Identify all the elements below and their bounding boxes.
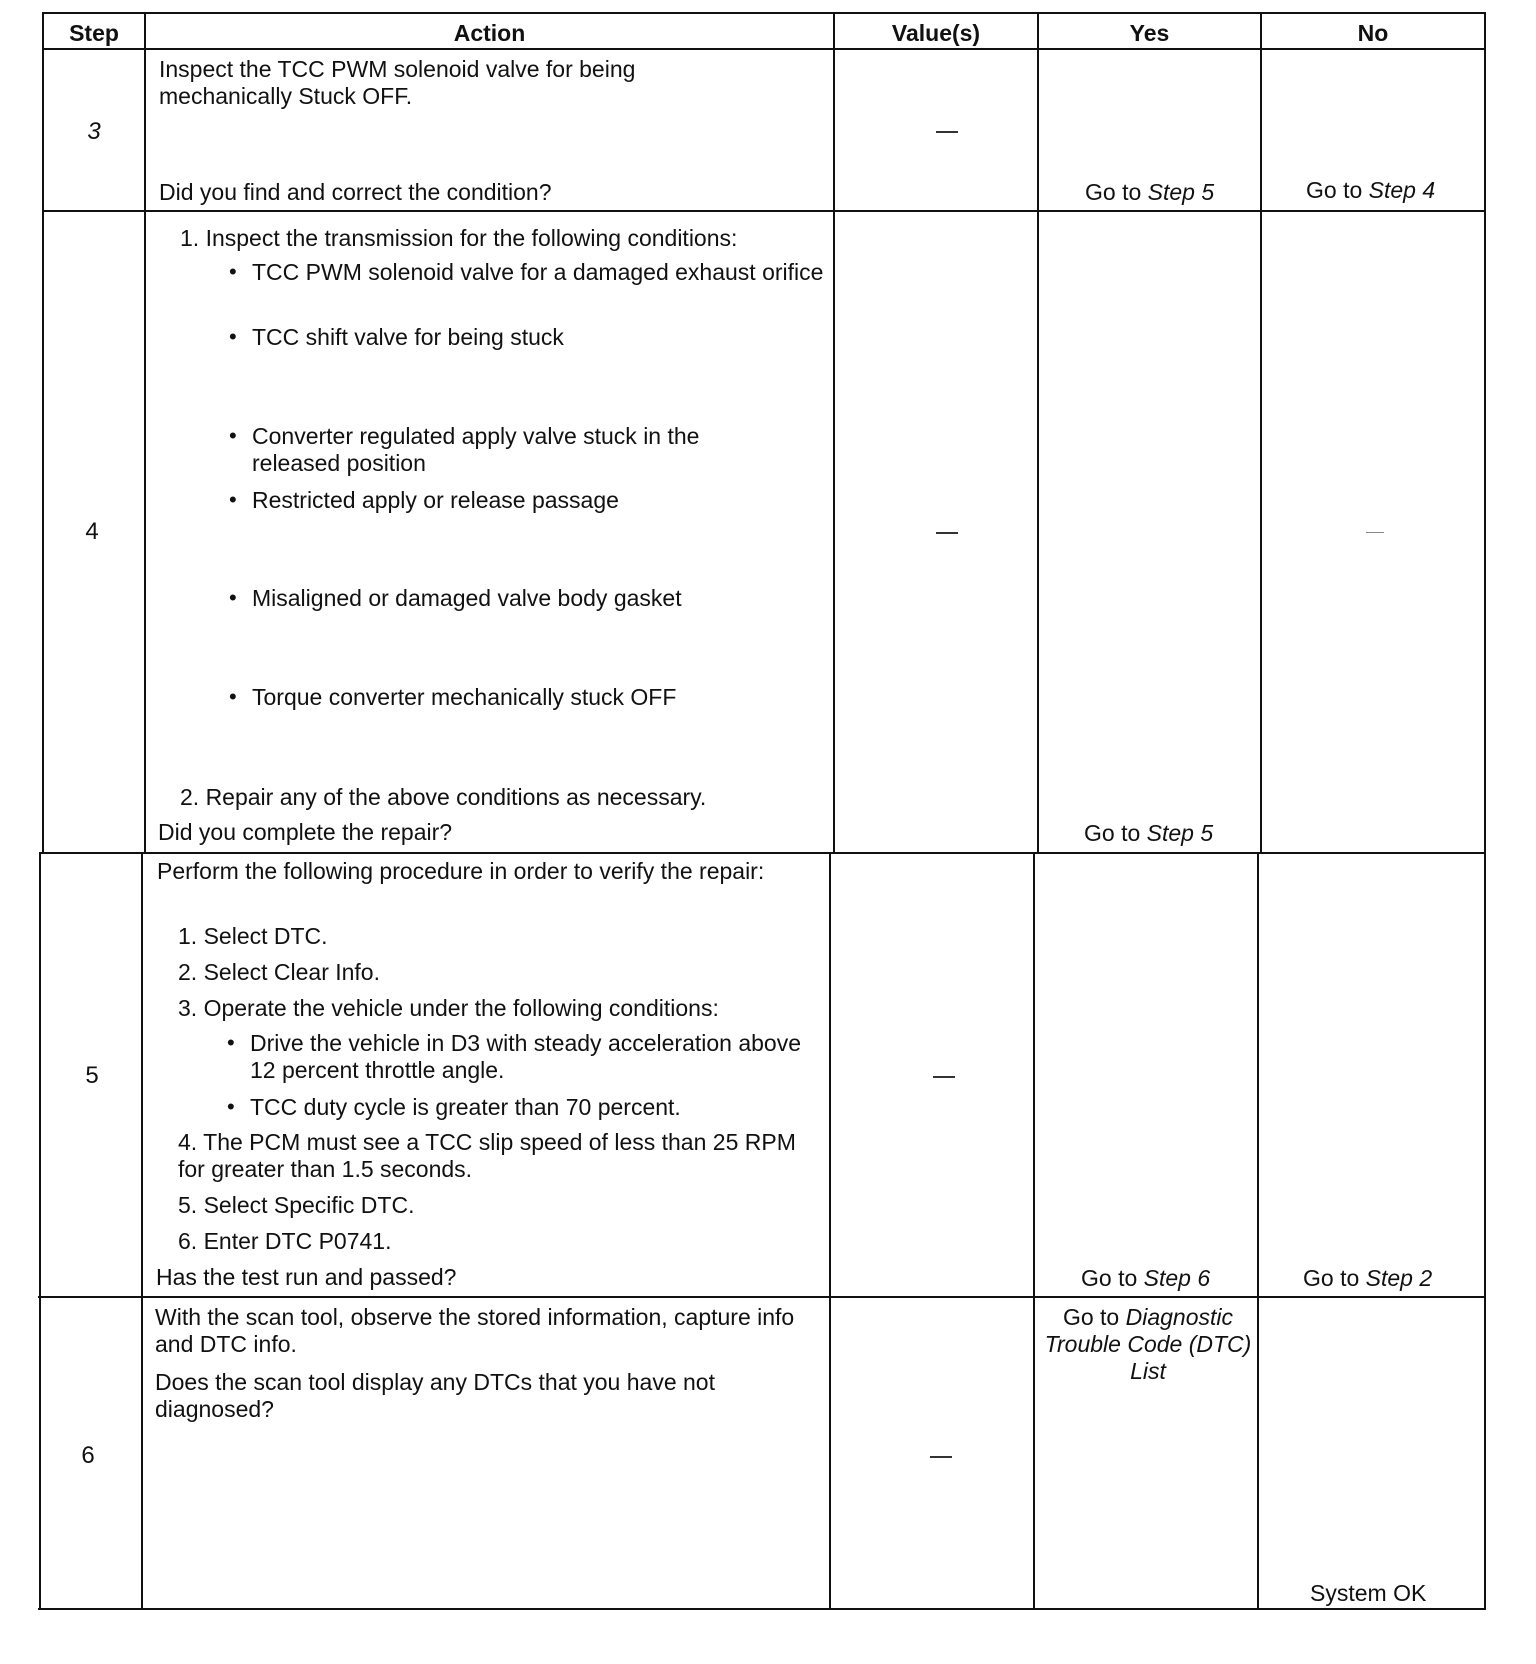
step-3-yes[interactable] [1085, 179, 1214, 206]
values-yes-divider [1037, 12, 1039, 852]
step-5-step-6: 6. Enter DTC P0741. [178, 1228, 392, 1254]
table-left-border-lower [39, 852, 41, 1610]
step-3-number: 3 [87, 118, 101, 145]
header-yes: Yes [1129, 19, 1170, 46]
step-3-yes-target: Step 5 [1147, 179, 1215, 205]
step-4-item-1: 1. Inspect the transmission for the following conditions: [180, 225, 738, 251]
step-5-number: 5 [85, 1062, 99, 1089]
step-4-values-dash [936, 532, 958, 534]
step-5-step-4: 4. The PCM must see a TCC slip speed of less than 25 RPM for greater than 1.5 seconds. [178, 1129, 796, 1182]
step-5-step-2: 2. Select Clear Info. [178, 959, 380, 985]
step-action-divider [144, 12, 146, 852]
step-5-step-5: 5. Select Specific DTC. [178, 1192, 415, 1218]
step-6-yes[interactable] [1038, 1304, 1258, 1385]
step-5-step-3: 3. Operate the vehicle under the following conditions: [178, 995, 719, 1021]
step-5-values-dash [933, 1076, 955, 1078]
step-5-no-target: Step 2 [1365, 1265, 1433, 1291]
step-4-yes[interactable] [1084, 820, 1213, 847]
step-4-condition-6: Torque converter mechanically stuck OFF [252, 684, 677, 710]
step-4-bullet-2: • [229, 324, 237, 349]
step-4-number: 4 [85, 518, 99, 545]
table-bottom-border [38, 1608, 1484, 1610]
step-3-question: Did you find and correct the condition? [159, 179, 552, 205]
step-4-yes-target: Step 5 [1146, 820, 1214, 846]
header-step: Step [69, 19, 119, 46]
step-6-no[interactable]: System OK [1310, 1580, 1427, 1606]
step-5-condition-1: Drive the vehicle in D3 with steady acceleration above 12 percent throttle angle. [250, 1030, 802, 1083]
step-4-bullet-6: • [229, 684, 237, 709]
table-top-border [42, 12, 1486, 14]
step-4-no-dash [1366, 532, 1384, 533]
step-3-yes-prefix: Go to [1085, 179, 1142, 205]
step-6-yes-prefix: Go to [1062, 1304, 1120, 1330]
step-4-bullet-4: • [229, 487, 237, 512]
row-5-bottom-border [38, 1296, 1484, 1298]
step-5-question: Has the test run and passed? [156, 1264, 457, 1290]
step-5-condition-2: TCC duty cycle is greater than 70 percent. [250, 1094, 681, 1120]
step-4-condition-5: Misaligned or damaged valve body gasket [252, 585, 682, 611]
step-4-bullet-3: • [229, 423, 237, 448]
table-right-border [1484, 12, 1486, 1610]
step-3-no-prefix: Go to [1306, 177, 1363, 203]
step-4-yes-prefix: Go to [1084, 820, 1141, 846]
step-5-no[interactable] [1303, 1265, 1432, 1292]
values-yes-divider-lower [1033, 852, 1035, 1610]
step-3-instruction: Inspect the TCC PWM solenoid valve for being mechanically Stuck OFF. [159, 56, 636, 109]
step-4-item-2: 2. Repair any of the above conditions as necessary. [180, 784, 707, 810]
header-action: Action [453, 19, 526, 46]
step-4-condition-1: TCC PWM solenoid valve for a damaged exhaust orifice [252, 259, 824, 285]
action-values-divider-lower [829, 852, 831, 1610]
step-5-step-1: 1. Select DTC. [178, 923, 328, 949]
step-3-values-dash [936, 131, 958, 133]
step-5-no-prefix: Go to [1303, 1265, 1360, 1291]
step-4-condition-4: Restricted apply or release passage [252, 487, 619, 513]
step-5-intro: Perform the following procedure in order to verify the repair: [157, 858, 765, 884]
step-6-yes-target: Diagnostic Trouble Code (DTC) List [1044, 1304, 1252, 1384]
step-5-yes-target: Step 6 [1143, 1265, 1211, 1291]
step-6-question: Does the scan tool display any DTCs that you have not diagnosed? [155, 1369, 715, 1422]
action-values-divider [833, 12, 835, 852]
step-4-question: Did you complete the repair? [158, 819, 453, 845]
yes-no-divider [1260, 12, 1262, 852]
header-no: No [1357, 19, 1389, 46]
step-5-yes[interactable] [1081, 1265, 1210, 1292]
row-4-bottom-border [40, 852, 1486, 854]
step-5-bullet-1: • [227, 1030, 235, 1055]
step-4-condition-2: TCC shift valve for being stuck [252, 324, 564, 350]
step-4-bullet-1: • [229, 259, 237, 284]
step-6-values-dash [930, 1456, 952, 1458]
step-6-instruction: With the scan tool, observe the stored information, capture info and DTC info. [155, 1304, 795, 1357]
step-3-no-target: Step 4 [1368, 177, 1436, 203]
yes-no-divider-lower [1257, 852, 1259, 1610]
step-4-bullet-5: • [229, 585, 237, 610]
step-3-no[interactable] [1306, 177, 1435, 204]
row-3-bottom-border [42, 210, 1486, 212]
header-values: Value(s) [891, 19, 981, 46]
step-6-number: 6 [81, 1442, 95, 1469]
step-5-bullet-2: • [227, 1094, 235, 1119]
step-4-condition-3: Converter regulated apply valve stuck in the released position [252, 423, 700, 476]
step-action-divider-lower [141, 852, 143, 1610]
step-5-yes-prefix: Go to [1081, 1265, 1138, 1291]
